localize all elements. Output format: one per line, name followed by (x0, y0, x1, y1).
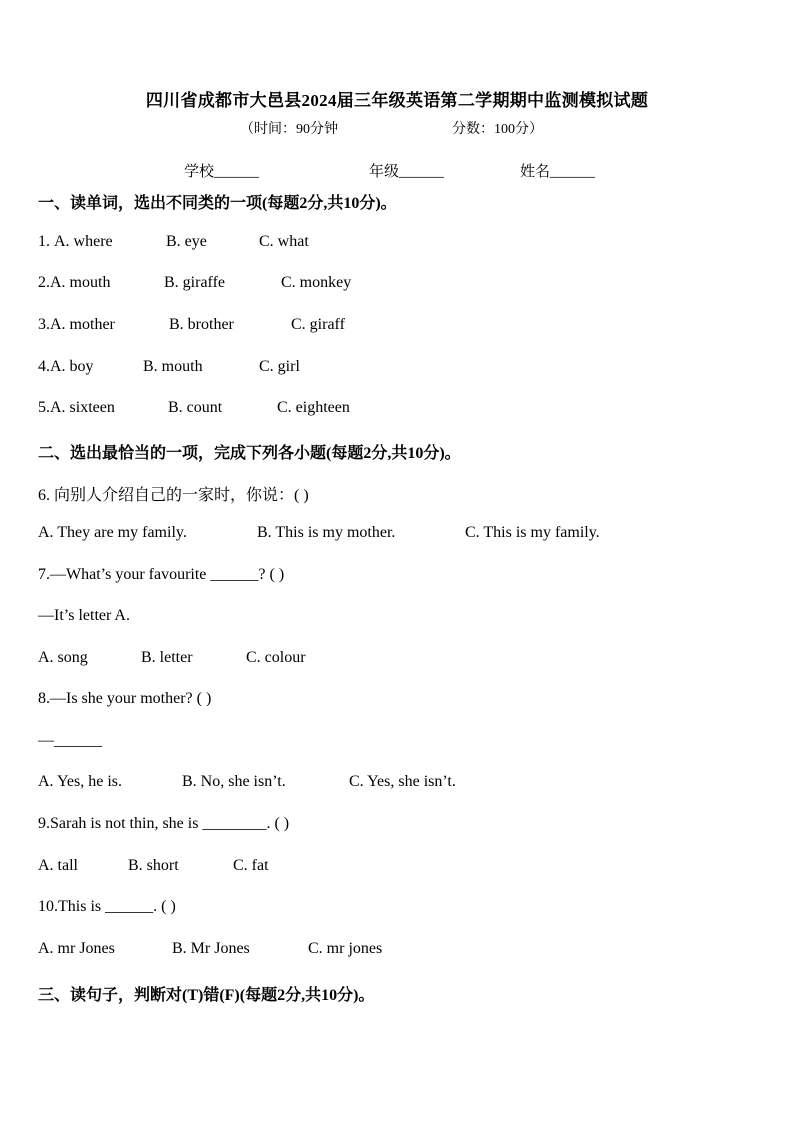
question-7-options (38, 649, 306, 667)
option-c: C. This is my family. (465, 524, 600, 541)
option-a: A. boy (50, 358, 94, 375)
question-10-stem: 10.This is ______. ( ) (38, 898, 176, 915)
question-number: 3. (38, 316, 50, 333)
option-c: C. giraff (291, 316, 345, 333)
question-9-options (38, 857, 269, 875)
question-6-options (38, 524, 600, 542)
option-c: C. monkey (281, 274, 352, 291)
section1-heading: 一、读单词，选出不同类的一项(每题2分,共10分)。 (38, 195, 397, 212)
option-a: A. Yes, he is. (38, 773, 123, 790)
option-b: B. mouth (143, 358, 203, 375)
question-1 (38, 233, 309, 251)
question-10-options (38, 940, 382, 958)
option-b: B. Mr Jones (172, 940, 250, 957)
option-a: A. mr Jones (38, 940, 115, 957)
section2-heading: 二、选出最恰当的一项，完成下列各小题(每题2分,共10分)。 (38, 445, 461, 462)
question-3 (38, 316, 345, 334)
exam-time: （时间：90分钟 (240, 122, 338, 137)
option-a: A. tall (38, 857, 78, 874)
question-9-stem: 9.Sarah is not thin, she is ________. ( ) (38, 815, 290, 832)
option-a: A. mouth (50, 274, 111, 291)
option-b: B. brother (169, 316, 234, 333)
section3-heading: 三、读句子，判断对(T)错(F)(每题2分,共10分)。 (38, 987, 375, 1004)
option-a: A. They are my family. (38, 524, 187, 541)
school-field: 学校______ (184, 164, 260, 180)
question-5 (38, 399, 350, 417)
question-2 (38, 274, 351, 292)
option-a: A. song (38, 649, 88, 666)
question-7-stem: 7.—What’s your favourite ______? ( ) (38, 566, 285, 583)
grade-field: 年级______ (369, 164, 445, 180)
option-c: C. girl (259, 358, 300, 375)
option-b: B. This is my mother. (257, 524, 396, 541)
question-number: 4. (38, 358, 50, 375)
question-6-stem: 6. 向别人介绍自己的一家时，你说：( ) (38, 487, 309, 504)
option-a: A. mother (50, 316, 115, 333)
name-field: 姓名______ (520, 164, 596, 180)
option-b: B. No, she isn’t. (182, 773, 286, 790)
question-8-reply: —______ (38, 732, 102, 749)
question-number: 5. (38, 399, 50, 416)
option-c: C. what (259, 233, 309, 250)
question-number: 1. (38, 233, 54, 250)
option-b: B. eye (166, 233, 207, 250)
option-b: B. count (168, 399, 223, 416)
question-8-stem: 8.—Is she your mother? ( ) (38, 690, 212, 707)
question-8-options (38, 773, 456, 791)
option-b: B. letter (141, 649, 193, 666)
option-c: C. eighteen (277, 399, 350, 416)
exam-title: 四川省成都市大邑县2024届三年级英语第二学期期中监测模拟试题 (145, 91, 649, 110)
option-b: B. giraffe (164, 274, 226, 291)
exam-score: 分数：100分） (452, 122, 543, 137)
option-a: A. sixteen (50, 399, 115, 416)
option-c: C. colour (246, 649, 306, 666)
option-a: A. where (54, 233, 113, 250)
option-c: C. Yes, she isn’t. (349, 773, 456, 790)
option-c: C. mr jones (308, 940, 383, 957)
option-c: C. fat (233, 857, 269, 874)
question-4 (38, 358, 300, 376)
option-b: B. short (128, 857, 179, 874)
question-number: 2. (38, 274, 50, 291)
question-7-reply: —It’s letter A. (38, 607, 130, 624)
